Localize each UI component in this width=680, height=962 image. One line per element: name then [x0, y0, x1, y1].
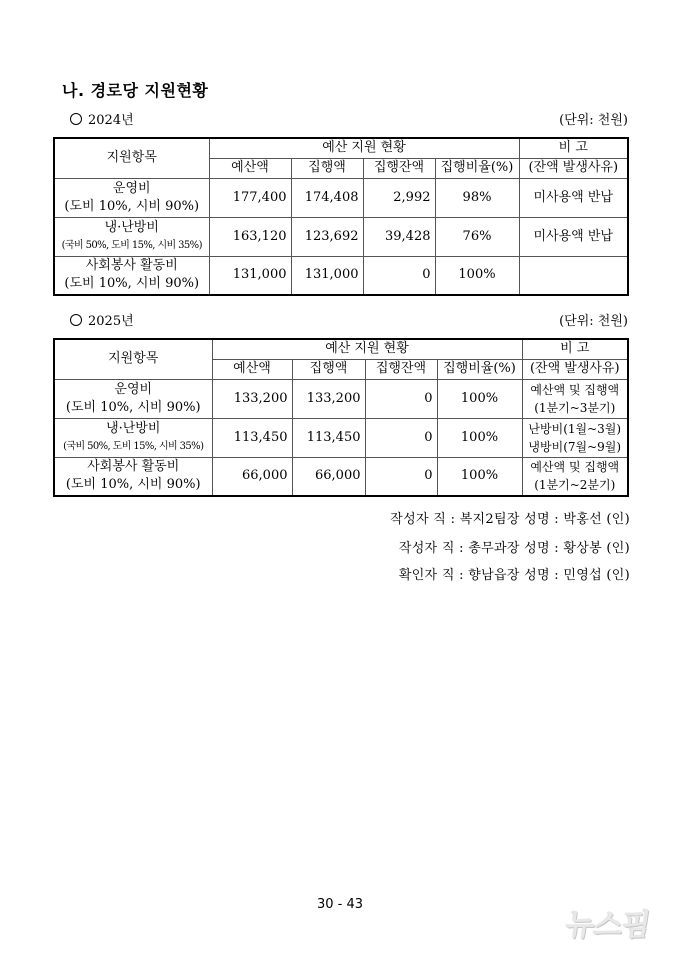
item-cell [54, 217, 209, 256]
item-sub: (도비 10%, 시비 90%) [64, 276, 200, 292]
budget-cell: 163,120 [209, 217, 291, 256]
header-budget: 예산액 [209, 158, 291, 178]
balance-cell: 0 [363, 256, 435, 295]
balance-cell: 0 [365, 379, 437, 418]
circle-bullet-icon [70, 113, 82, 125]
spent-cell: 131,000 [291, 256, 363, 295]
budget-cell: 113,450 [212, 418, 292, 457]
item-name: 운영비 [114, 381, 153, 397]
header-group: 예산 지원 현황 [212, 339, 522, 359]
item-sub: (도비 10%, 시비 90%) [65, 477, 201, 493]
balance-cell: 0 [365, 457, 437, 496]
header-balance: 집행잔액 [365, 359, 437, 379]
unit-label: (단위: 천원) [559, 113, 628, 128]
note-cell [522, 379, 628, 418]
balance-cell: 2,992 [363, 178, 435, 217]
header-group: 예산 지원 현황 [209, 138, 519, 158]
note-line1: 예산액 및 집행액 [530, 460, 620, 475]
item-name: 운영비 [112, 180, 151, 196]
note-cell [522, 418, 628, 457]
header-spent: 집행액 [291, 158, 363, 178]
note-line2: (1분기~3분기) [534, 400, 616, 415]
item-sub: (도비 10%, 시비 90%) [65, 399, 201, 415]
header-ratio: 집행비율(%) [437, 359, 522, 379]
item-name: 냉·난방비 [104, 219, 159, 235]
year-2024-line [70, 109, 628, 127]
watermark-logo: 뉴스핌 [563, 908, 652, 943]
circle-bullet-icon [70, 314, 82, 326]
page-number: 30 - 43 [316, 897, 364, 912]
header-balance: 집행잔액 [363, 158, 435, 178]
unit-label: (단위: 천원) [559, 314, 628, 329]
header-item: 지원항목 [54, 138, 209, 178]
note-cell [519, 256, 628, 295]
table-2025 [53, 338, 629, 497]
year-label [70, 109, 134, 128]
note-cell [522, 457, 628, 496]
header-remark-sub: (잔액 발생사유) [519, 158, 628, 178]
signature-line: 확인자 직 : 향남읍장 성명 : 민영섭 (인) [398, 568, 630, 583]
note-cell: 미사용액 반납 [519, 217, 628, 256]
section-title: 나. 경로당 지원현황 [62, 81, 209, 100]
spent-cell: 133,200 [292, 379, 365, 418]
ratio-cell: 76% [435, 217, 519, 256]
item-cell [54, 178, 209, 217]
note-line2: (1분기~2분기) [534, 478, 616, 493]
item-sub: (도비 10%, 시비 90%) [64, 198, 200, 214]
item-sub: (국비 50%, 도비 15%, 시비 35%) [63, 440, 204, 452]
header-remark: 비 고 [519, 138, 628, 158]
year-label [70, 310, 134, 329]
ratio-cell: 100% [437, 418, 522, 457]
year-2025-line [70, 310, 628, 328]
table-row [54, 256, 628, 295]
note-line1: 예산액 및 집행액 [530, 382, 620, 397]
header-remark-sub: (잔액 발생사유) [522, 359, 628, 379]
budget-cell: 133,200 [212, 379, 292, 418]
ratio-cell: 100% [435, 256, 519, 295]
budget-cell: 66,000 [212, 457, 292, 496]
header-remark: 비 고 [522, 339, 628, 359]
header-ratio: 집행비율(%) [435, 158, 519, 178]
header-spent: 집행액 [292, 359, 365, 379]
item-sub: (국비 50%, 도비 15%, 시비 35%) [61, 239, 202, 251]
balance-cell: 0 [365, 418, 437, 457]
item-cell [54, 457, 212, 496]
item-cell [54, 418, 212, 457]
budget-cell: 177,400 [209, 178, 291, 217]
table-row [54, 217, 628, 256]
spent-cell: 113,450 [292, 418, 365, 457]
table-row [54, 418, 628, 457]
spent-cell: 66,000 [292, 457, 365, 496]
note-cell: 미사용액 반납 [519, 178, 628, 217]
item-name: 사회봉사 활동비 [87, 459, 180, 475]
signature-line: 작성자 직 : 복지2팀장 성명 : 박홍선 (인) [390, 512, 630, 527]
ratio-cell: 100% [437, 457, 522, 496]
ratio-cell: 98% [435, 178, 519, 217]
table-row [54, 457, 628, 496]
item-cell [54, 379, 212, 418]
item-name: 사회봉사 활동비 [85, 258, 178, 274]
header-budget: 예산액 [212, 359, 292, 379]
spent-cell: 123,692 [291, 217, 363, 256]
note-line1: 난방비(1월~3월) [528, 421, 622, 436]
table-row [54, 379, 628, 418]
spent-cell: 174,408 [291, 178, 363, 217]
budget-cell: 131,000 [209, 256, 291, 295]
item-cell [54, 256, 209, 295]
table-2024 [53, 137, 629, 296]
signature-line: 작성자 직 : 총무과장 성명 : 황상봉 (인) [398, 541, 630, 556]
year-text: 2024년 [88, 113, 134, 128]
ratio-cell: 100% [437, 379, 522, 418]
item-name: 냉·난방비 [106, 420, 161, 436]
table-row [54, 178, 628, 217]
note-line2: 냉방비(7월~9월) [528, 439, 622, 454]
balance-cell: 39,428 [363, 217, 435, 256]
header-item: 지원항목 [54, 339, 212, 379]
year-text: 2025년 [88, 314, 134, 329]
